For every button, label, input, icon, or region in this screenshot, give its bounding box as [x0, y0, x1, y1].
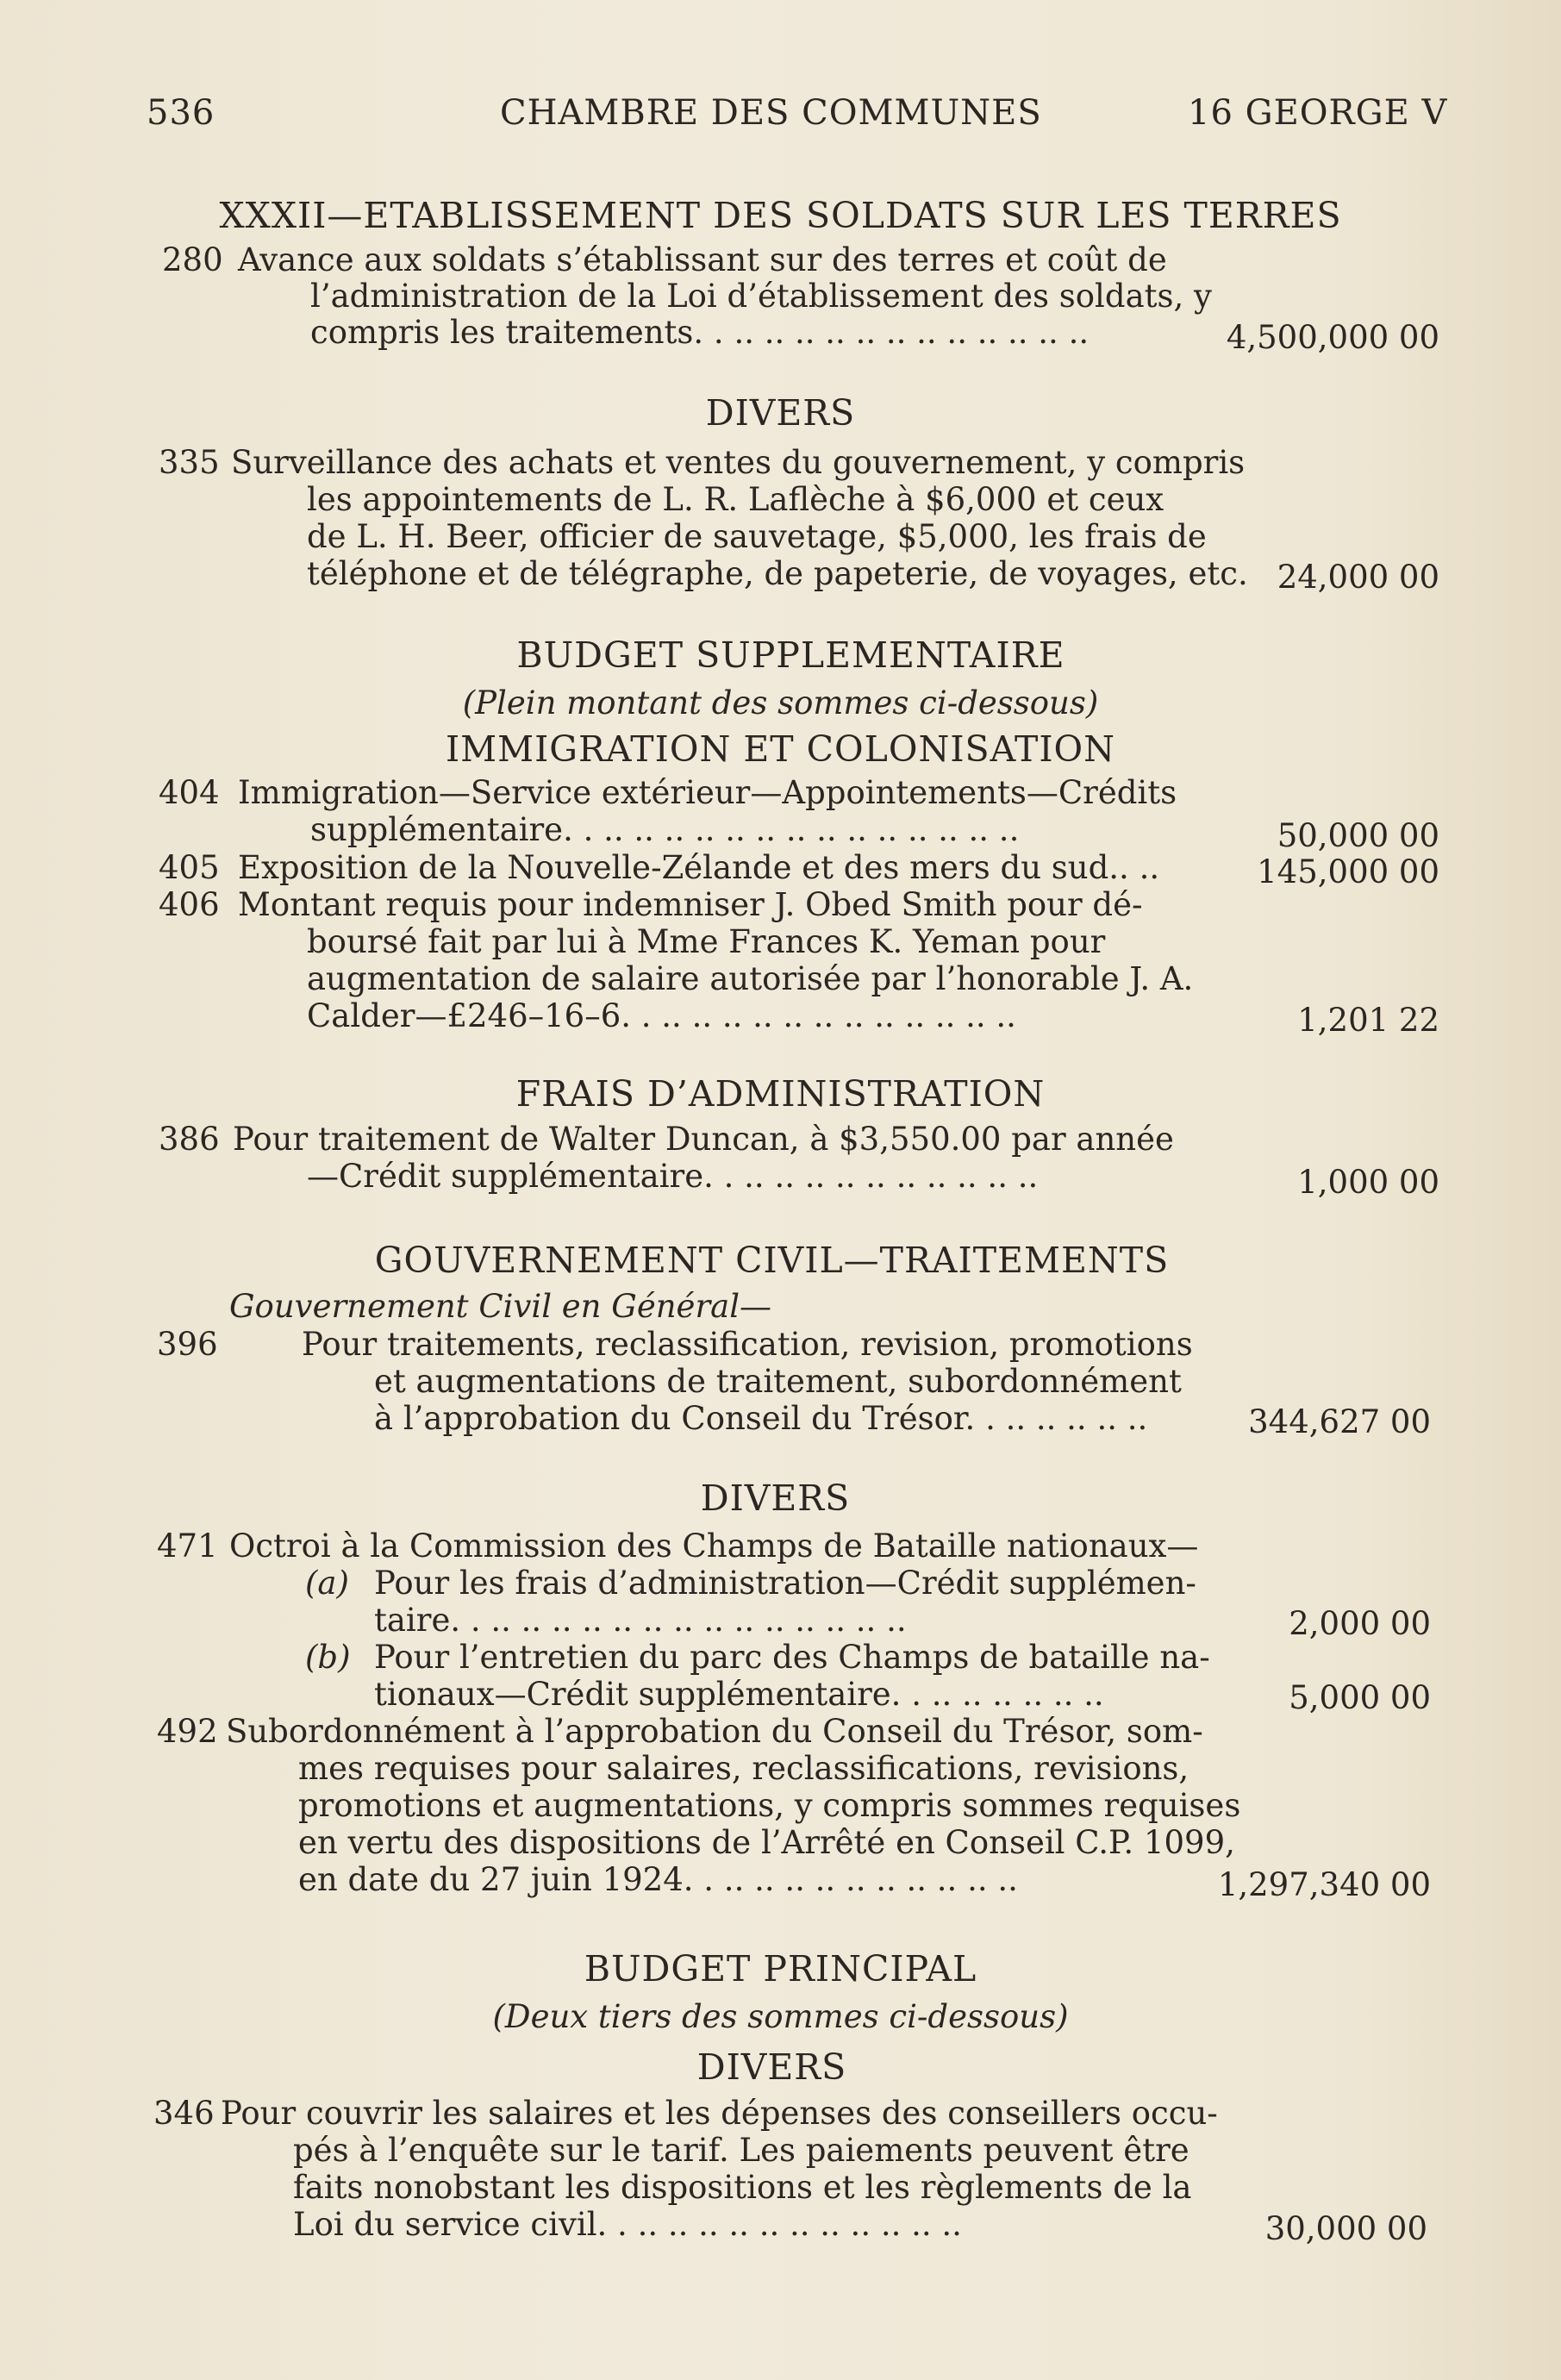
item-line: Pour les frais d’administration—Crédit supplémen-	[374, 1565, 1196, 1602]
item-number: 335	[159, 444, 220, 481]
item-line: compris les traitements. . .. .. .. .. .. .. .. .. .. .. .. ..	[310, 314, 1090, 351]
item-line: pés à l’enquête sur le tarif. Les paiements peuvent être	[293, 2132, 1189, 2169]
page-number: 536	[147, 93, 215, 133]
item-line: en date du 27 juin 1924. . .. .. .. .. .. .. .. .. .. ..	[298, 1861, 1018, 1898]
item-number: 386	[159, 1121, 220, 1158]
item-amount: 145,000 00	[1257, 853, 1439, 890]
item-line: augmentation de salaire autorisée par l’honorable J. A.	[307, 960, 1194, 997]
item-line: taire. . .. .. .. .. .. .. .. .. .. .. .. .. .. ..	[374, 1602, 907, 1639]
section-heading: XXXII—ETABLISSEMENT DES SOLDATS SUR LES TERRES	[219, 195, 1342, 236]
item-line: de L. H. Beer, officier de sauvetage, $5,000, les frais de	[307, 518, 1207, 555]
item-line: Montant requis pour indemniser J. Obed Smith pour dé-	[238, 886, 1143, 923]
item-number: 404	[159, 774, 220, 811]
item-line: Subordonnément à l’approbation du Conseil du Trésor, som-	[226, 1713, 1203, 1750]
item-line: l’administration de la Loi d’établissement des soldats, y	[310, 278, 1212, 315]
item-line: —Crédit supplémentaire. . .. .. .. .. .. .. .. .. .. ..	[307, 1158, 1039, 1195]
item-line: téléphone et de télégraphe, de papeterie, de voyages, etc.	[307, 555, 1248, 592]
item-line: Octroi à la Commission des Champs de Bataille nationaux—	[229, 1527, 1199, 1565]
item-line: Immigration—Service extérieur—Appointements—Crédits	[238, 774, 1177, 811]
item-amount: 2,000 00	[1289, 1605, 1431, 1642]
item-line: et augmentations de traitement, subordonnément	[374, 1363, 1182, 1400]
item-amount: 50,000 00	[1277, 817, 1439, 854]
item-line: en vertu des dispositions de l’Arrêté en Conseil C.P. 1099,	[298, 1824, 1235, 1861]
item-amount: 24,000 00	[1277, 559, 1439, 596]
section-subheading: (Plein montant des sommes ci-dessous)	[462, 684, 1099, 721]
item-number: 406	[159, 886, 220, 923]
item-line: Pour traitements, reclassification, revision, promotions	[302, 1326, 1193, 1363]
item-amount: 344,627 00	[1248, 1403, 1431, 1440]
item-line: supplémentaire. . .. .. .. .. .. .. .. .. .. .. .. .. .. ..	[310, 811, 1020, 848]
item-line: promotions et augmentations, y compris sommes requises	[298, 1787, 1241, 1824]
section-heading: DIVERS	[705, 392, 856, 434]
item-line: Loi du service civil. . .. .. .. .. .. .. .. .. .. .. ..	[293, 2206, 962, 2243]
running-session: 16 GEORGE V	[1188, 93, 1448, 133]
item-line: tionaux—Crédit supplémentaire. . .. .. .. .. .. ..	[374, 1676, 1104, 1713]
item-line: faits nonobstant les dispositions et les règlements de la	[293, 2169, 1192, 2206]
item-amount: 4,500,000 00	[1226, 319, 1439, 356]
item-amount: 1,000 00	[1297, 1164, 1439, 1201]
item-line: Surveillance des achats et ventes du gouvernement, y compris	[231, 444, 1246, 481]
item-amount: 1,297,340 00	[1217, 1866, 1431, 1903]
subitem-label: (a)	[305, 1565, 349, 1602]
section-heading: GOUVERNEMENT CIVIL—TRAITEMENTS	[374, 1240, 1170, 1281]
section-subheading: (Deux tiers des sommes ci-dessous)	[492, 1998, 1069, 2035]
item-number: 396	[157, 1326, 218, 1363]
section-heading: BUDGET SUPPLEMENTAIRE	[516, 634, 1065, 676]
item-line: Pour couvrir les salaires et les dépenses des conseillers occu-	[221, 2095, 1218, 2132]
section-heading: DIVERS	[700, 1477, 851, 1519]
section-heading: FRAIS D’ADMINISTRATION	[515, 1073, 1046, 1115]
item-number: 280	[162, 241, 223, 278]
section-heading: DIVERS	[696, 2046, 847, 2088]
item-line: les appointements de L. R. Laflèche à $6,000 et ceux	[307, 481, 1165, 518]
subitem-label: (b)	[305, 1639, 351, 1676]
item-line: Exposition de la Nouvelle-Zélande et des mers du sud.. ..	[238, 849, 1160, 886]
item-number: 471	[157, 1527, 218, 1565]
item-line: à l’approbation du Conseil du Trésor. . .. .. .. .. ..	[374, 1400, 1148, 1437]
running-title: CHAMBRE DES COMMUNES	[500, 93, 1042, 133]
section-heading: IMMIGRATION ET COLONISATION	[445, 728, 1116, 770]
section-heading: BUDGET PRINCIPAL	[584, 1948, 977, 1990]
item-amount: 30,000 00	[1264, 2210, 1427, 2247]
section-subheading: Gouvernement Civil en Général—	[229, 1288, 772, 1325]
item-line: boursé fait par lui à Mme Frances K. Yeman pour	[307, 923, 1106, 960]
item-line: Calder—£246–16–6. . .. .. .. .. .. .. .. .. .. .. .. ..	[307, 997, 1016, 1034]
item-number: 492	[157, 1713, 218, 1750]
item-amount: 5,000 00	[1289, 1679, 1431, 1716]
item-line: Pour traitement de Walter Duncan, à $3,550.00 par année	[233, 1121, 1174, 1158]
item-line: Avance aux soldats s’établissant sur des terres et coût de	[238, 241, 1167, 278]
item-line: Pour l’entretien du parc des Champs de bataille na-	[374, 1639, 1210, 1676]
item-number: 346	[153, 2095, 215, 2132]
item-line: mes requises pour salaires, reclassifications, revisions,	[298, 1750, 1189, 1787]
item-amount: 1,201 22	[1297, 1002, 1439, 1039]
item-number: 405	[159, 849, 220, 886]
